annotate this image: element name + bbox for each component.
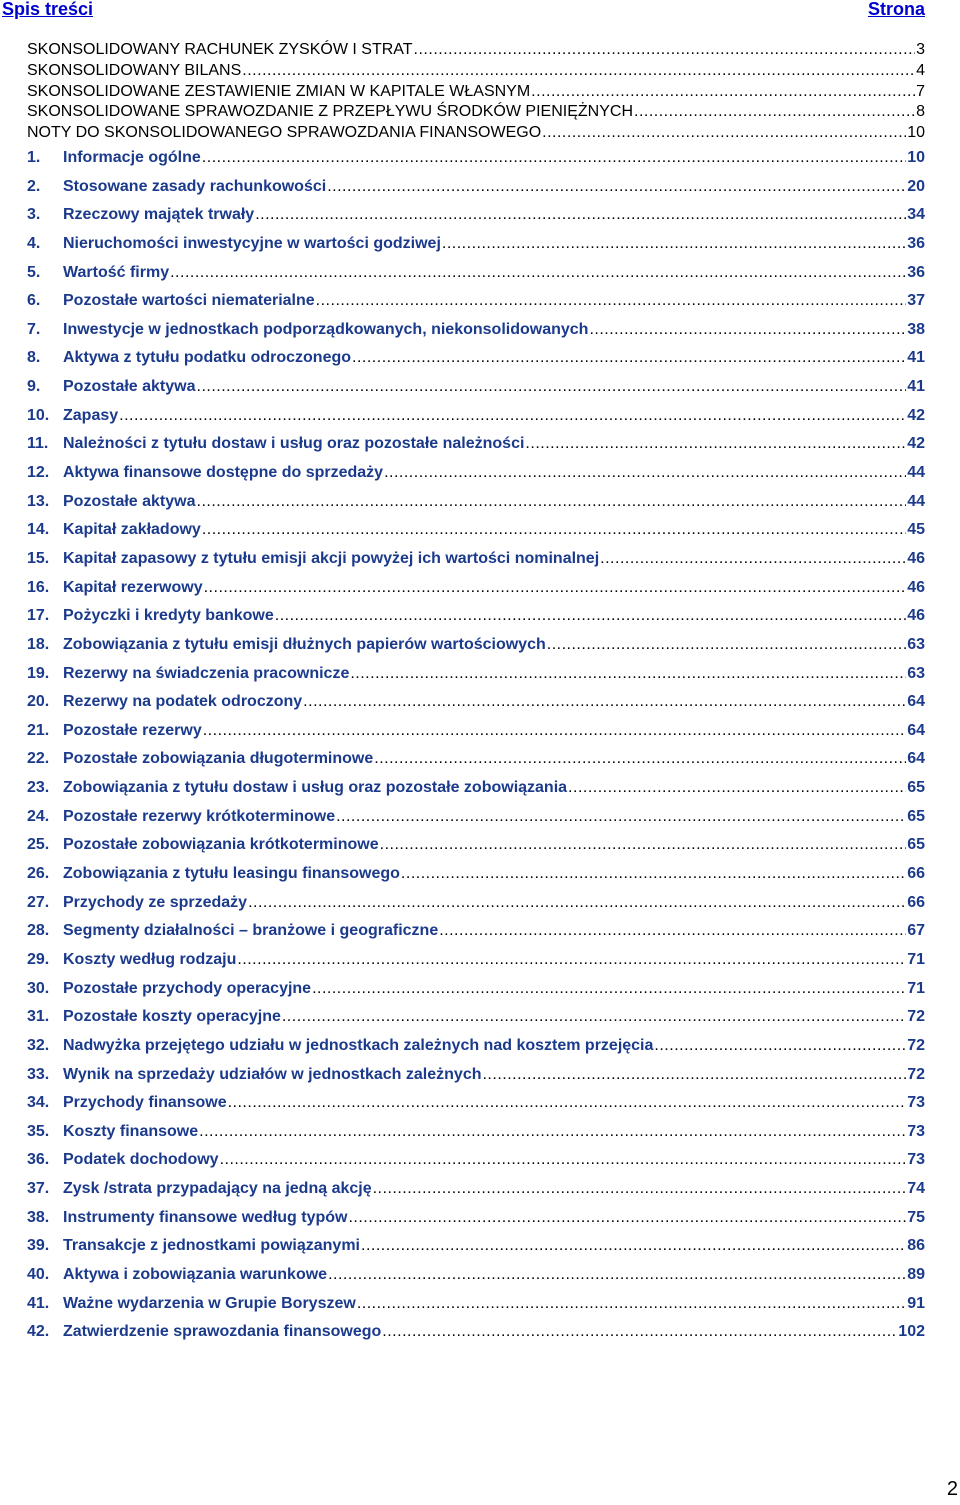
note-entry[interactable]	[27, 373, 925, 402]
toc-header	[0, 0, 960, 22]
dot-leader	[350, 660, 906, 689]
note-number: 25.	[27, 836, 50, 854]
dot-leader	[654, 1032, 906, 1061]
note-page: 37	[907, 292, 925, 310]
main-toc-list	[27, 40, 925, 144]
note-page: 66	[907, 865, 925, 883]
note-entry[interactable]	[27, 144, 925, 173]
dot-leader	[316, 287, 907, 316]
note-title: Pozostałe zobowiązania długoterminowe	[63, 750, 374, 768]
dot-leader	[401, 860, 906, 889]
note-title: Kapitał zapasowy z tytułu emisji akcji powyżej ich wartości nominalnej	[63, 549, 600, 567]
note-entry[interactable]	[27, 173, 925, 202]
note-page: 64	[907, 750, 925, 768]
note-page: 36	[907, 263, 925, 281]
page-column-link[interactable]: Strona	[867, 0, 925, 19]
note-number: 28.	[27, 922, 50, 940]
note-title: Pozostałe wartości niematerialne	[63, 292, 315, 310]
toc-entry-title: SKONSOLIDOWANE ZESTAWIENIE ZMIAN W KAPITALE WŁASNYM	[27, 82, 531, 100]
dot-leader	[357, 1290, 906, 1319]
note-title: Aktywa i zobowiązania warunkowe	[63, 1265, 328, 1283]
note-number: 10.	[27, 406, 50, 424]
dot-leader	[199, 1118, 906, 1147]
dot-leader	[336, 803, 906, 832]
toc-entry[interactable]	[27, 123, 925, 144]
note-page: 86	[907, 1237, 925, 1255]
toc-entry-page: 10	[907, 124, 925, 142]
dot-leader	[384, 459, 906, 488]
note-number: 6.	[27, 292, 41, 310]
note-entry[interactable]	[27, 287, 925, 316]
dot-leader	[542, 123, 906, 144]
toc-entry-title: SKONSOLIDOWANY BILANS	[27, 61, 242, 79]
dot-leader	[275, 602, 906, 631]
note-page: 46	[907, 578, 925, 596]
toc-link[interactable]: Spis treści	[2, 0, 94, 19]
note-page: 38	[907, 320, 925, 338]
note-entry[interactable]	[27, 1003, 925, 1032]
note-number: 4.	[27, 234, 41, 252]
note-entry[interactable]	[27, 660, 925, 689]
note-number: 7.	[27, 320, 41, 338]
note-title: Zatwierdzenie sprawozdania finansowego	[63, 1323, 382, 1341]
dot-leader	[203, 717, 906, 746]
note-title: Koszty według rodzaju	[63, 950, 237, 968]
note-number: 37.	[27, 1180, 50, 1198]
note-page: 65	[907, 836, 925, 854]
note-number: 16.	[27, 578, 50, 596]
note-number: 21.	[27, 721, 50, 739]
note-entry[interactable]	[27, 917, 925, 946]
note-number: 27.	[27, 893, 50, 911]
note-page: 72	[907, 1008, 925, 1026]
dot-leader	[327, 173, 906, 202]
note-page: 34	[907, 206, 925, 224]
note-title: Kapitał zakładowy	[63, 521, 201, 539]
dot-leader	[312, 975, 906, 1004]
dot-leader	[202, 516, 906, 545]
note-entry[interactable]	[27, 774, 925, 803]
dot-leader	[237, 946, 906, 975]
note-number: 1.	[27, 149, 41, 166]
note-title: Kapitał rezerwowy	[63, 578, 203, 596]
note-page: 75	[907, 1208, 925, 1226]
note-number: 35.	[27, 1122, 50, 1140]
note-number: 17.	[27, 607, 50, 625]
note-page: 72	[907, 1065, 925, 1083]
note-entry[interactable]	[27, 230, 925, 259]
note-title: Zapasy	[63, 406, 119, 424]
note-entry[interactable]	[27, 803, 925, 832]
note-entry[interactable]	[27, 488, 925, 517]
note-title: Pozostałe aktywa	[63, 492, 196, 510]
note-number: 29.	[27, 950, 50, 968]
note-number: 18.	[27, 635, 50, 653]
note-title: Koszty finansowe	[63, 1122, 199, 1140]
note-number: 31.	[27, 1008, 50, 1026]
note-entry[interactable]	[27, 1261, 925, 1290]
note-title: Wynik na sprzedaży udziałów w jednostkach zależnych	[63, 1065, 482, 1083]
note-page: 73	[907, 1122, 925, 1140]
note-page: 45	[907, 521, 925, 539]
dot-leader	[282, 1003, 906, 1032]
note-page: 64	[907, 721, 925, 739]
dot-leader	[361, 1232, 906, 1261]
dot-leader	[248, 889, 906, 918]
note-title: Nadwyżka przejętego udziału w jednostkach zależnych nad kosztem przejęcia	[63, 1036, 654, 1054]
dot-leader	[589, 316, 906, 345]
note-entry[interactable]	[27, 574, 925, 603]
note-number: 12.	[27, 464, 50, 482]
note-page: 46	[907, 607, 925, 625]
note-number: 33.	[27, 1065, 50, 1083]
note-page: 65	[907, 779, 925, 797]
note-page: 91	[907, 1294, 925, 1312]
note-number: 39.	[27, 1237, 50, 1255]
note-page: 20	[907, 177, 925, 195]
dot-leader	[220, 1146, 907, 1175]
note-title: Aktywa z tytułu podatku odroczonego	[63, 349, 352, 367]
note-entry[interactable]	[27, 1318, 925, 1347]
note-page: 36	[907, 234, 925, 252]
note-title: Zobowiązania z tytułu leasingu finansowego	[63, 865, 400, 883]
dot-leader	[348, 1204, 906, 1233]
note-title: Instrumenty finansowe według typów	[63, 1208, 348, 1226]
note-title: Pozostałe rezerwy	[63, 721, 202, 739]
dot-leader	[255, 201, 906, 230]
note-title: Pozostałe koszty operacyjne	[63, 1008, 281, 1026]
note-entry[interactable]	[27, 1089, 925, 1118]
toc-entry[interactable]	[27, 40, 925, 61]
dot-leader	[525, 430, 906, 459]
dot-leader	[531, 82, 915, 103]
note-title: Rzeczowy majątek trwały	[63, 206, 255, 224]
dot-leader	[119, 402, 906, 431]
note-number: 8.	[27, 349, 41, 367]
note-number: 38.	[27, 1208, 50, 1226]
note-entry[interactable]	[27, 316, 925, 345]
dot-leader	[634, 102, 915, 123]
note-number: 40.	[27, 1265, 50, 1283]
note-title: Informacje ogólne	[63, 149, 201, 166]
note-entry[interactable]	[27, 1290, 925, 1319]
note-entry[interactable]	[27, 1146, 925, 1175]
note-entry[interactable]	[27, 860, 925, 889]
note-title: Pozostałe zobowiązania krótkoterminowe	[63, 836, 379, 854]
note-title: Należności z tytułu dostaw i usług oraz pozostałe należności	[63, 435, 525, 453]
note-title: Wartość firmy	[63, 263, 170, 281]
note-title: Transakcje z jednostkami powiązanymi	[63, 1237, 360, 1255]
note-number: 11.	[27, 435, 49, 453]
note-entry[interactable]	[27, 602, 925, 631]
note-number: 9.	[27, 378, 41, 396]
note-page: 102	[898, 1323, 925, 1341]
note-title: Zysk /strata przypadający na jedną akcję	[63, 1180, 372, 1198]
note-number: 14.	[27, 521, 50, 539]
note-title: Pozostałe aktywa	[63, 378, 196, 396]
note-title: Nieruchomości inwestycyjne w wartości godziwej	[63, 234, 441, 252]
note-title: Zobowiązania z tytułu dostaw i usług oraz pozostałe zobowiązania	[63, 779, 568, 797]
note-page: 41	[907, 349, 925, 367]
dot-leader	[414, 40, 916, 61]
notes-toc-list	[27, 144, 925, 1347]
note-number: 22.	[27, 750, 50, 768]
note-number: 15.	[27, 549, 50, 567]
note-title: Przychody ze sprzedaży	[63, 893, 248, 911]
dot-leader	[373, 1175, 907, 1204]
note-entry[interactable]	[27, 201, 925, 230]
note-page: 44	[907, 464, 925, 482]
note-page: 73	[907, 1094, 925, 1112]
note-number: 2.	[27, 177, 41, 195]
note-title: Zobowiązania z tytułu emisji dłużnych papierów wartościowych	[63, 635, 546, 653]
note-page: 42	[907, 435, 925, 453]
note-entry[interactable]	[27, 889, 925, 918]
dot-leader	[568, 774, 906, 803]
dot-leader	[170, 259, 906, 288]
note-entry[interactable]	[27, 717, 925, 746]
note-page: 73	[907, 1151, 925, 1169]
note-page: 46	[907, 549, 925, 567]
note-number: 24.	[27, 807, 50, 825]
note-entry[interactable]	[27, 1061, 925, 1090]
note-number: 32.	[27, 1036, 50, 1054]
note-number: 23.	[27, 779, 50, 797]
note-title: Aktywa finansowe dostępne do sprzedaży	[63, 464, 384, 482]
note-title: Pozostałe przychody operacyjne	[63, 979, 312, 997]
note-page: 44	[907, 492, 925, 510]
note-title: Pożyczki i kredyty bankowe	[63, 607, 274, 625]
note-page: 89	[907, 1265, 925, 1283]
note-entry[interactable]	[27, 975, 925, 1004]
note-number: 5.	[27, 263, 41, 281]
note-entry[interactable]	[27, 1232, 925, 1261]
note-page: 65	[907, 807, 925, 825]
dot-leader	[382, 1318, 897, 1347]
toc-entry[interactable]	[27, 102, 925, 123]
dot-leader	[228, 1089, 907, 1118]
toc-entry-page: 4	[916, 61, 925, 79]
dot-leader	[439, 917, 906, 946]
note-entry[interactable]	[27, 1032, 925, 1061]
note-number: 41.	[27, 1294, 50, 1312]
note-number: 36.	[27, 1151, 50, 1169]
note-entry[interactable]	[27, 459, 925, 488]
note-page: 42	[907, 406, 925, 424]
page-number: 2	[946, 1478, 958, 1500]
note-entry[interactable]	[27, 631, 925, 660]
note-number: 26.	[27, 865, 50, 883]
note-entry[interactable]	[27, 1175, 925, 1204]
dot-leader	[197, 373, 907, 402]
dot-leader	[374, 745, 906, 774]
dot-leader	[442, 230, 906, 259]
note-number: 30.	[27, 979, 50, 997]
toc-entry-page: 7	[916, 82, 925, 100]
note-title: Segmenty działalności – branżowe i geograficzne	[63, 922, 439, 940]
note-page: 10	[907, 149, 925, 166]
toc-entry[interactable]	[27, 82, 925, 103]
note-page: 63	[907, 664, 925, 682]
dot-leader	[328, 1261, 906, 1290]
toc-entry-title: NOTY DO SKONSOLIDOWANEGO SPRAWOZDANIA FINANSOWEGO	[27, 124, 542, 142]
note-title: Stosowane zasady rachunkowości	[63, 177, 327, 195]
note-entry[interactable]	[27, 1204, 925, 1233]
note-entry[interactable]	[27, 745, 925, 774]
note-entry[interactable]	[27, 831, 925, 860]
note-number: 34.	[27, 1094, 50, 1112]
note-entry[interactable]	[27, 516, 925, 545]
dot-leader	[352, 344, 906, 373]
note-entry[interactable]	[27, 946, 925, 975]
note-number: 42.	[27, 1323, 50, 1341]
note-page: 74	[907, 1180, 925, 1198]
toc-entry-page: 3	[916, 41, 925, 58]
dot-leader	[242, 61, 915, 82]
note-entry[interactable]	[27, 259, 925, 288]
dot-leader	[204, 574, 907, 603]
note-title: Rezerwy na świadczenia pracownicze	[63, 664, 350, 682]
note-number: 20.	[27, 693, 50, 711]
dot-leader	[202, 144, 906, 173]
dot-leader	[380, 831, 907, 860]
dot-leader	[600, 545, 906, 574]
dot-leader	[482, 1061, 906, 1090]
note-number: 3.	[27, 206, 41, 224]
note-page: 64	[907, 693, 925, 711]
note-page: 66	[907, 893, 925, 911]
note-page: 72	[907, 1036, 925, 1054]
note-title: Ważne wydarzenia w Grupie Boryszew	[63, 1294, 356, 1312]
dot-leader	[303, 688, 906, 717]
note-page: 41	[907, 378, 925, 396]
note-number: 13.	[27, 492, 50, 510]
note-page: 63	[907, 635, 925, 653]
dot-leader	[197, 488, 907, 517]
toc-entry-title: SKONSOLIDOWANY RACHUNEK ZYSKÓW I STRAT	[27, 41, 413, 58]
note-number: 19.	[27, 664, 50, 682]
dot-leader	[547, 631, 906, 660]
note-title: Inwestycje w jednostkach podporządkowanych, niekonsolidowanych	[63, 320, 589, 338]
note-entry[interactable]	[27, 430, 925, 459]
note-title: Pozostałe rezerwy krótkoterminowe	[63, 807, 336, 825]
note-entry[interactable]	[27, 545, 925, 574]
note-title: Podatek dochodowy	[63, 1151, 219, 1169]
note-entry[interactable]	[27, 1118, 925, 1147]
toc-entry-page: 8	[916, 103, 925, 121]
note-entry[interactable]	[27, 688, 925, 717]
note-page: 71	[907, 950, 925, 968]
note-page: 71	[907, 979, 925, 997]
toc-entry-title: SKONSOLIDOWANE SPRAWOZDANIE Z PRZEPŁYWU ŚRODKÓW PIENIĘŻNYCH	[27, 103, 633, 121]
note-entry[interactable]	[27, 402, 925, 431]
note-title: Przychody finansowe	[63, 1094, 227, 1112]
note-page: 67	[907, 922, 925, 940]
note-title: Rezerwy na podatek odroczony	[63, 693, 303, 711]
note-entry[interactable]	[27, 344, 925, 373]
toc-entry[interactable]	[27, 61, 925, 82]
